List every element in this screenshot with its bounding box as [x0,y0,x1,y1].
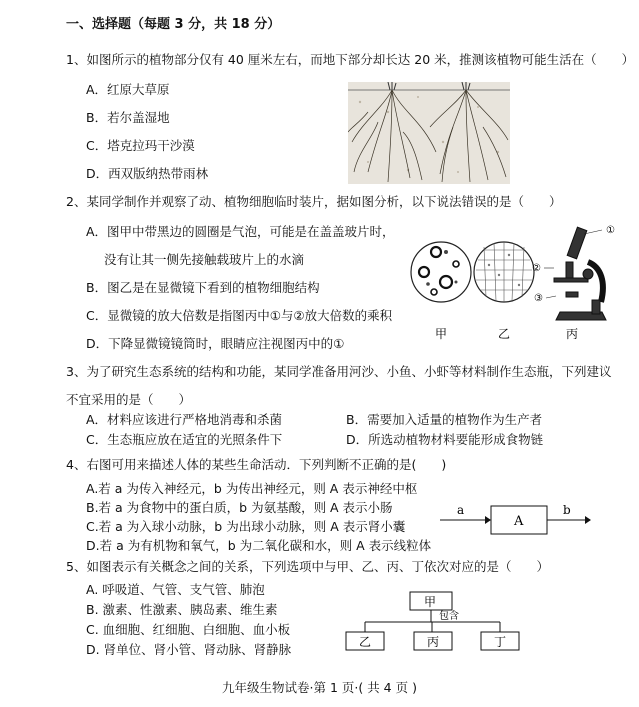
section-title: 一、选择题（每题 3 分，共 18 分） [66,17,281,32]
figure-label-bing: 丙 [566,327,579,341]
q3-option-d[interactable]: D．所选动植物材料要能形成食物链 [346,432,544,447]
q1-option-d[interactable]: D．西双版纳热带雨林 [86,166,209,181]
cell-microscope-figure [406,222,628,344]
concept-child-1: 乙 [359,635,372,649]
q2-option-d[interactable]: D．下降显微镜镜筒时，眼睛应注视图丙中的① [86,336,345,351]
q3-option-b[interactable]: B．需要加入适量的植物作为生产者 [346,412,543,427]
q3-option-a[interactable]: A．材料应该进行严格地消毒和杀菌 [86,412,283,427]
flow-output-label: b [563,503,571,517]
flow-box-label: A [514,514,524,529]
q5-option-c[interactable]: C. 血细胞、红细胞、白细胞、血小板 [86,622,291,637]
concept-child-3: 丁 [494,635,507,649]
question-3-stem: 3、为了研究生态系统的结构和功能，某同学准备用河沙、小鱼、小虾等材料制作生态瓶，下列建议 [66,364,612,379]
q1-option-c[interactable]: C．塔克拉玛干沙漠 [86,138,195,153]
question-2-stem: 2、某同学制作并观察了动、植物细胞临时装片，据如图分析，以下说法错误的是（ ） [66,194,562,209]
q3-option-c[interactable]: C．生态瓶应放在适宜的光照条件下 [86,432,283,447]
q2-option-c[interactable]: C．显微镜的放大倍数是指图丙中①与②放大倍数的乘积 [86,308,393,323]
q1-option-a[interactable]: A．红原大草原 [86,82,170,97]
concept-child-2: 丙 [427,635,440,649]
question-4-stem: 4、右图可用来描述人体的某些生命活动．下列判断不正确的是( ) [66,457,447,472]
concept-tree-diagram [340,588,530,658]
q4-option-b[interactable]: B.若 a 为食物中的蛋白质，b 为氨基酸，则 A 表示小肠 [86,500,393,515]
figure-label-yi: 乙 [498,327,511,341]
q2-option-a[interactable]: A．图甲中带黑边的圆圈是气泡，可能是在盖盖玻片时， [86,224,395,239]
plant-root-figure [348,82,510,184]
question-5-stem: 5、如图表示有关概念之间的关系，下列选项中与甲、乙、丙、丁依次对应的是（ ） [66,559,549,574]
microscope-marker-1: ① [606,225,615,236]
flow-diagram [435,500,595,540]
flow-input-label: a [457,503,465,517]
microscope-marker-2: ② [532,263,541,274]
q1-option-b[interactable]: B．若尔盖湿地 [86,110,170,125]
q5-option-a[interactable]: A. 呼吸道、气管、支气管、肺泡 [86,582,265,597]
q2-option-b[interactable]: B．图乙是在显微镜下看到的植物细胞结构 [86,280,320,295]
microscope-marker-3: ③ [534,293,543,304]
question-3-stem-continued: 不宜采用的是（ ） [66,392,192,407]
figure-label-jia: 甲 [435,327,448,341]
page-footer: 九年级生物试卷·第 1 页·( 共 4 页 ) [222,680,417,695]
q5-option-b[interactable]: B. 激素、性激素、胰岛素、维生素 [86,602,278,617]
q2-option-a-continued: 没有让其一侧先接触载玻片上的水滴 [104,252,305,267]
question-1-stem: 1、如图所示的植物部分仅有 40 厘米左右，而地下部分却长达 20 米，推测该植物可能生活在（ ） [66,52,635,67]
q4-option-a[interactable]: A.若 a 为传入神经元，b 为传出神经元，则 A 表示神经中枢 [86,481,418,496]
q4-option-c[interactable]: C.若 a 为入球小动脉，b 为出球小动脉，则 A 表示肾小囊 [86,519,406,534]
q5-option-d[interactable]: D. 肾单位、肾小管、肾动脉、肾静脉 [86,642,292,657]
concept-top: 甲 [424,595,437,609]
q4-option-d[interactable]: D.若 a 为有机物和氧气，b 为二氧化碳和水，则 A 表示线粒体 [86,538,432,553]
concept-relation: 包含 [439,611,459,622]
